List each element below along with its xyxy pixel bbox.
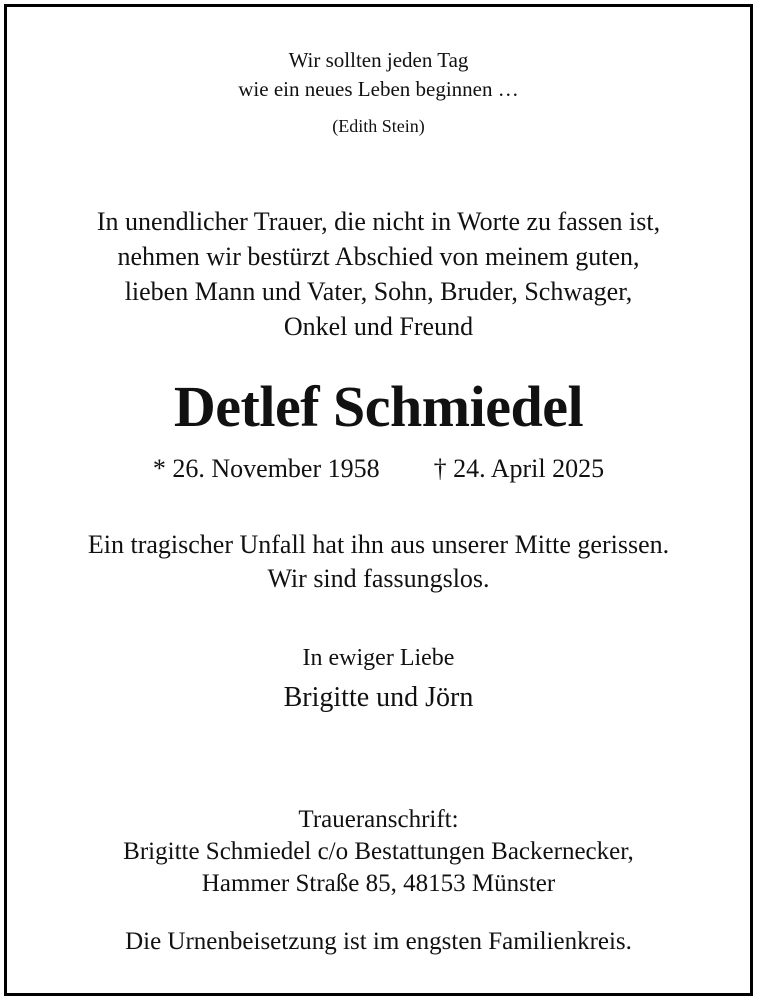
address-heading: Traueranschrift: [298, 806, 459, 833]
birth-date: * 26. November 1958 [152, 454, 380, 483]
quote-line: Wir sollten jeden Tag [288, 48, 469, 72]
message-line: Ein tragischer Unfall hat ihn aus unserer Mitte gerissen. [87, 530, 670, 559]
death-date: † 24. April 2025 [433, 454, 605, 483]
burial-note: Die Urnenbeisetzung ist im engsten Familienkreis. [125, 928, 632, 955]
intro-text [0, 204, 757, 344]
life-dates [0, 452, 757, 486]
intro-line: lieben Mann und Vater, Sohn, Bruder, Schwager, [124, 277, 633, 306]
message-line: Wir sind fassungslos. [267, 564, 490, 593]
deceased-name: Detlef Schmiedel [173, 374, 584, 439]
quote-author: (Edith Stein) [332, 116, 425, 136]
quote-line: wie ein neues Leben beginnen … [238, 77, 519, 101]
intro-line: nehmen wir bestürzt Abschied von meinem guten, [117, 242, 640, 271]
closing-phrase: In ewiger Liebe [302, 645, 455, 671]
mourning-address [0, 804, 757, 900]
intro-line: Onkel und Freund [283, 312, 474, 341]
intro-line: In unendlicher Trauer, die nicht in Worte zu fassen ist, [96, 207, 661, 236]
address-line: Hammer Straße 85, 48153 Münster [201, 870, 556, 897]
message-text [0, 528, 757, 596]
address-line: Brigitte Schmiedel c/o Bestattungen Backernecker, [123, 838, 634, 865]
mourners-names: Brigitte und Jörn [283, 682, 474, 713]
quote [0, 46, 757, 104]
